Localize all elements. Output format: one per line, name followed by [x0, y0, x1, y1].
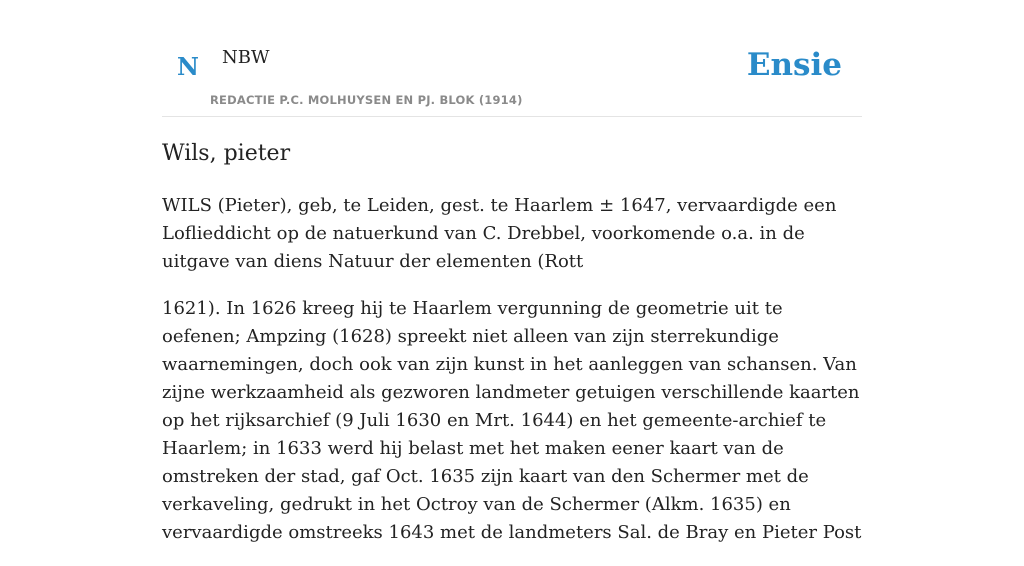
brand-logo[interactable]: Ensie: [746, 47, 842, 83]
source-logo[interactable]: N: [177, 52, 199, 81]
header: [162, 0, 862, 117]
article: [162, 138, 862, 566]
source-title[interactable]: NBW: [222, 47, 270, 68]
article-title: Wils, pieter: [162, 141, 291, 166]
article-paragraph: WILS (Pieter), geb, te Leiden, gest. te Haarlem ± 1647, vervaardigde een Loflieddicht op de natuerkund van C. Drebbel, voorkomende o.a. in de uitgave van diens Natuur der elementen (Rott: [162, 194, 837, 272]
source-subtitle: REDACTIE P.C. MOLHUYSEN EN PJ. BLOK (1914): [210, 93, 523, 107]
article-paragraph: 1621). In 1626 kreeg hij te Haarlem vergunning de geometrie uit te oefenen; Ampzing (1628) spreekt niet alleen van zijn sterrekundige waarnemingen, doch ook van zijn kunst in het aanleggen van schansen. Van zijne werkzaamheid als gezworen landmeter getuigen verschillende kaarten op het rijksarchief (9 Juli 1630 en Mrt. 1644) en het gemeente-archief te Haarlem; in 1633 werd hij belast met het maken eener kaart van de omstreken der stad, gaf Oct. 1635 zijn kaart van den Schermer met de verkaveling, gedrukt in het Octroy van de Schermer (Alkm. 1635) en vervaardigde omstreeks 1643 met de landmeters Sal. de Bray en Pieter Post: [162, 297, 862, 543]
